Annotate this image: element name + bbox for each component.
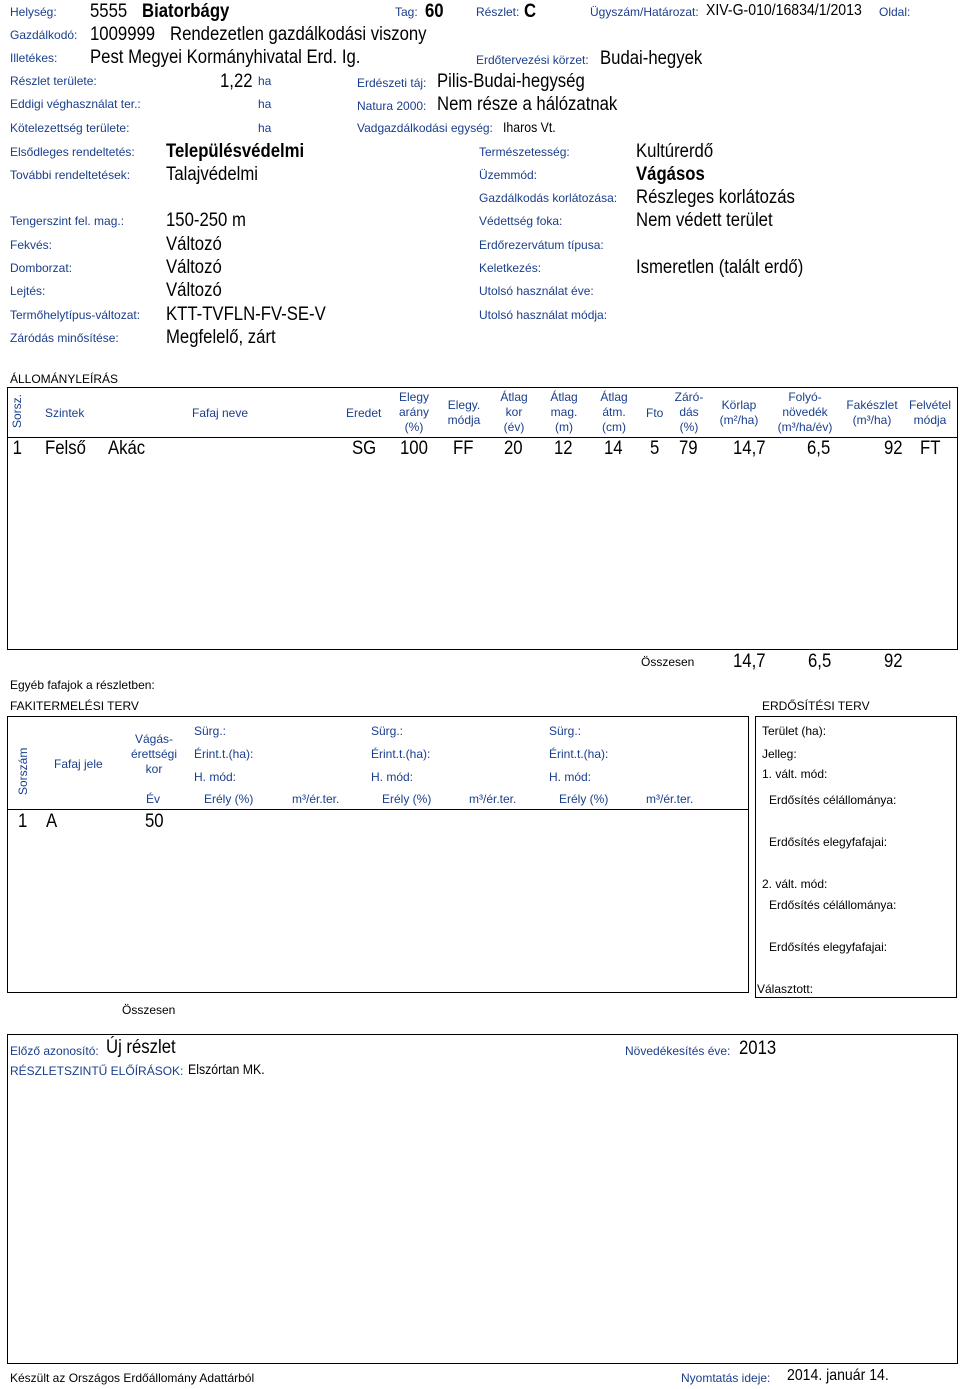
erint-label: Érint.t.(ha): — [371, 747, 431, 761]
tengerszint-value: 150-250 m — [166, 210, 246, 231]
termohely-label: Termőhelytípus-változat: — [10, 308, 141, 322]
erdosites-elegyfafajai1: Erdősítés elegyfafajai: — [769, 835, 888, 849]
erdosites-valt2: 2. vált. mód: — [762, 877, 828, 891]
fak-row-sorszam: 1 — [18, 811, 28, 832]
nyomtatas-value: 2014. január 14. — [787, 1367, 889, 1384]
col-sorszam: Sorszám — [16, 747, 30, 795]
row-szint: Felső — [45, 438, 86, 459]
erint-label: Érint.t.(ha): — [194, 747, 254, 761]
osszesen-folyo: 6,5 — [808, 651, 832, 672]
row-kor: 20 — [504, 438, 523, 459]
vedettseg-label: Védettség foka: — [479, 214, 563, 228]
natura-label: Natura 2000: — [357, 99, 427, 113]
zarodas-label: Záródás minősítése: — [10, 331, 119, 345]
col-atm: Átlag átm. (cm) — [600, 390, 628, 434]
col-elegy-modja: Elegy. módja — [447, 398, 481, 427]
fak-row-fafaj: A — [46, 811, 58, 832]
keletkezes-label: Keletkezés: — [479, 261, 542, 275]
row-atm: 14 — [604, 438, 623, 459]
gazdalkodo-code: 1009999 — [90, 24, 156, 45]
utolso-eve-label: Utolsó használat éve: — [479, 284, 594, 298]
osszesen-korlap: 14,7 — [733, 651, 766, 672]
helyseg-code: 5555 — [90, 1, 128, 22]
allomany-title: ÁLLOMÁNYLEÍRÁS — [10, 372, 119, 386]
lejtes-value: Változó — [166, 280, 222, 301]
domborzat-value: Változó — [166, 257, 222, 278]
tag-label: Tag: — [395, 5, 418, 19]
tovabbi-label: További rendeltetések: — [10, 168, 131, 182]
oldal-label: Oldal: — [879, 5, 911, 19]
fakitermeles-title: FAKITERMELÉSI TERV — [10, 699, 139, 713]
korlatozas-value: Részleges korlátozás — [636, 187, 795, 208]
fak-osszesen-label: Összesen — [122, 1003, 176, 1017]
hmod-label: H. mód: — [194, 770, 237, 784]
termeszetesseg-value: Kultúrerdő — [636, 141, 714, 162]
ugyszam-value: XIV-G-010/16834/1/2013 — [706, 2, 862, 19]
reszlet-value: C — [524, 1, 537, 22]
surg-label: Sürg.: — [194, 724, 227, 738]
erdosites-celallomany2: Erdősítés célállománya: — [769, 898, 897, 912]
fekves-value: Változó — [166, 234, 222, 255]
erdosites-valasztott: Választott: — [757, 982, 814, 996]
col-ev: Év — [146, 792, 161, 806]
col-folyo: Folyó- növedék (m³/ha/év) — [777, 390, 833, 434]
erdosites-terulet: Terület (ha): — [762, 724, 827, 738]
ha-unit: ha — [258, 121, 272, 135]
fekves-label: Fekvés: — [10, 238, 53, 252]
col-m3: m³/ér.ter. — [469, 792, 517, 806]
elsodleges-label: Elsődleges rendeltetés: — [10, 145, 135, 159]
row-zarodas: 79 — [679, 438, 698, 459]
korlatozas-label: Gazdálkodás korlátozása: — [479, 191, 618, 205]
row-fafaj: Akác — [108, 438, 146, 459]
elozo-value: Új részlet — [106, 1037, 176, 1058]
kotelezettseg-label: Kötelezettség területe: — [10, 121, 130, 135]
illetekes-value: Pest Megyei Kormányhivatal Erd. Ig. — [90, 47, 361, 68]
ha-unit: ha — [258, 97, 272, 111]
erdosites-jelleg: Jelleg: — [762, 747, 797, 761]
reszlet-terulet-label: Részlet területe: — [10, 74, 97, 88]
gazdalkodo-label: Gazdálkodó: — [10, 28, 78, 42]
hmod-label: H. mód: — [549, 770, 592, 784]
vadgazd-value: Iharos Vt. — [503, 119, 556, 135]
surg-label: Sürg.: — [371, 724, 404, 738]
eloirasok-box — [7, 1034, 958, 1364]
illetekes-label: Illetékes: — [10, 51, 58, 65]
zarodas-value: Megfelelő, zárt — [166, 327, 276, 348]
erdosites-celallomany1: Erdősítés célállománya: — [769, 793, 897, 807]
taj-label: Erdészeti táj: — [357, 76, 427, 90]
osszesen-fakeszlet: 92 — [884, 651, 903, 672]
col-fafaj: Fafaj neve — [192, 406, 249, 420]
termeszetesseg-label: Természetesség: — [479, 145, 570, 159]
col-sorsz: Sorsz. — [10, 393, 24, 428]
elozo-label: Előző azonosító: — [10, 1044, 99, 1058]
col-m3: m³/ér.ter. — [646, 792, 694, 806]
tag-value: 60 — [425, 1, 444, 22]
rezervatum-label: Erdőrezervátum típusa: — [479, 238, 604, 252]
col-vagas: Vágás- érettségi kor — [130, 732, 178, 776]
erdosites-elegyfafajai2: Erdősítés elegyfafajai: — [769, 940, 888, 954]
natura-value: Nem része a hálózatnak — [437, 94, 618, 115]
col-szintek: Szintek — [45, 406, 85, 420]
col-fto: Fto — [646, 406, 664, 420]
col-erely: Erély (%) — [382, 792, 432, 806]
fak-row-kor: 50 — [145, 811, 164, 832]
col-elegy-arany: Elegy arány (%) — [398, 390, 430, 434]
domborzat-label: Domborzat: — [10, 261, 73, 275]
erdosites-title: ERDŐSÍTÉSI TERV — [762, 699, 870, 713]
surg-label: Sürg.: — [549, 724, 582, 738]
erint-label: Érint.t.(ha): — [549, 747, 609, 761]
col-fakeszlet: Fakészlet (m³/ha) — [846, 398, 898, 427]
gazdalkodo-name: Rendezetlen gazdálkodási viszony — [170, 24, 427, 45]
col-zarodas: Záró- dás (%) — [674, 390, 704, 434]
ugyszam-label: Ügyszám/Határozat: — [590, 5, 699, 19]
vedettseg-value: Nem védett terület — [636, 210, 773, 231]
lejtes-label: Lejtés: — [10, 284, 46, 298]
korzet-label: Erdőtervezési körzet: — [476, 53, 589, 67]
tengerszint-label: Tengerszint fel. mag.: — [10, 214, 125, 228]
helyseg-label: Helység: — [10, 5, 57, 19]
col-kor: Átlag kor (év) — [500, 390, 528, 434]
hmod-label: H. mód: — [371, 770, 414, 784]
row-fto: 5 — [650, 438, 660, 459]
keszult-note: Készült az Országos Erdőállomány Adattárból — [10, 1371, 255, 1385]
eddigi-label: Eddigi véghasználat ter.: — [10, 97, 141, 111]
col-korlap: Körlap (m²/ha) — [719, 398, 759, 427]
row-korlap: 14,7 — [733, 438, 766, 459]
taj-value: Pilis-Budai-hegység — [437, 71, 585, 92]
row-eredet: SG — [352, 438, 377, 459]
row-modja: FF — [453, 438, 474, 459]
egyeb-fafajok-label: Egyéb fafajok a részletben: — [10, 678, 155, 692]
reszlet-terulet-value: 1,22 — [220, 71, 253, 92]
col-felvetel: Felvétel módja — [908, 398, 952, 427]
termohely-value: KTT-TVFLN-FV-SE-V — [166, 304, 326, 325]
nyomtatas-label: Nyomtatás ideje: — [681, 1371, 771, 1385]
row-arany: 100 — [400, 438, 428, 459]
elsodleges-value: Településvédelmi — [166, 141, 305, 162]
novedek-label: Növedékesítés éve: — [625, 1044, 731, 1058]
row-fakeszlet: 92 — [884, 438, 903, 459]
fakitermeles-header-divider — [7, 809, 748, 810]
utolso-modja-label: Utolsó használat módja: — [479, 308, 608, 322]
col-erely: Erély (%) — [204, 792, 254, 806]
col-erely: Erély (%) — [559, 792, 609, 806]
novedek-value: 2013 — [739, 1038, 777, 1059]
eloirasok-label: RÉSZLETSZINTŰ ELŐÍRÁSOK: — [10, 1064, 184, 1078]
ha-unit: ha — [258, 74, 272, 88]
col-mag: Átlag mag. (m) — [550, 390, 578, 434]
col-fafaj-jele: Fafaj jele — [54, 757, 103, 771]
uzemmod-label: Üzemmód: — [479, 168, 538, 182]
row-mag: 12 — [554, 438, 573, 459]
col-m3: m³/ér.ter. — [292, 792, 340, 806]
tovabbi-value: Talajvédelmi — [166, 164, 259, 185]
col-eredet: Eredet — [346, 406, 382, 420]
keletkezes-value: Ismeretlen (talált erdő) — [636, 257, 804, 278]
reszlet-label: Részlet: — [476, 5, 520, 19]
osszesen-label: Összesen — [641, 655, 695, 669]
row-folyo: 6,5 — [807, 438, 831, 459]
erdosites-valt1: 1. vált. mód: — [762, 767, 828, 781]
row-felvetel: FT — [920, 438, 941, 459]
row-sorsz: 1 — [12, 438, 22, 459]
uzemmod-value: Vágásos — [636, 164, 705, 185]
korzet-value: Budai-hegyek — [600, 48, 703, 69]
helyseg-name: Biatorbágy — [142, 1, 230, 22]
vadgazd-label: Vadgazdálkodási egység: — [357, 121, 493, 135]
eloirasok-value: Elszórtan MK. — [188, 1061, 265, 1077]
